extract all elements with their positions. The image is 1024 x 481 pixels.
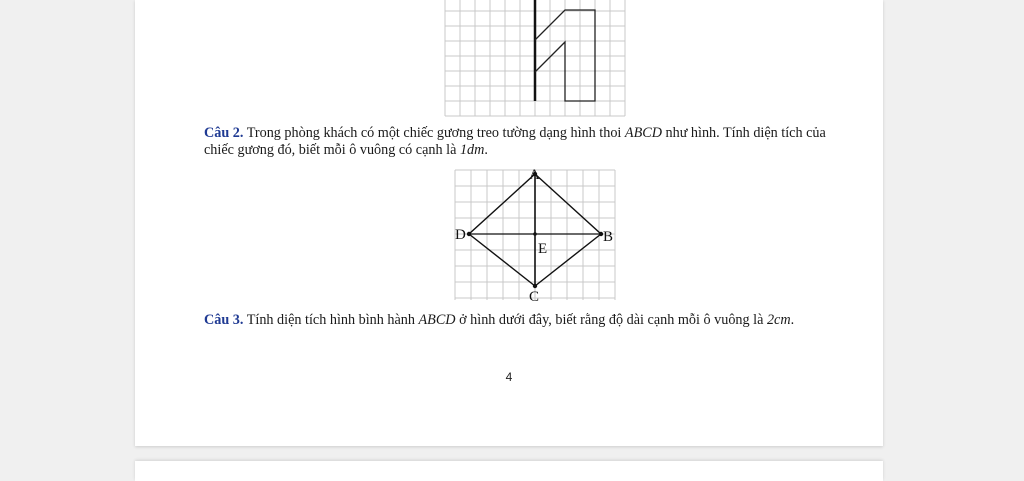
question-2-text-end: .	[484, 142, 488, 158]
vertex-d	[467, 232, 471, 236]
question-2-text-middle: như hình. Tính diện tích của chiếc gương đó, biết mỗi ô vuông có cạnh là	[204, 125, 826, 158]
rhombus-figure	[445, 162, 635, 307]
next-page	[135, 461, 883, 481]
question-2	[204, 125, 859, 159]
question-3	[204, 312, 859, 329]
vertex-c	[533, 284, 537, 288]
grid-figure-top	[445, 0, 627, 118]
question-2-unit-value: 1dm	[459, 142, 485, 158]
question-3-shape-name: ABCD	[418, 312, 456, 328]
question-2-text-before: Trong phòng khách có một chiếc gương treo tường dạng hình thoi	[243, 125, 625, 141]
question-3-text-end: .	[790, 312, 795, 328]
question-3-number: Câu 3.	[204, 312, 244, 328]
question-3-text-before: Tính diện tích hình bình hành	[243, 312, 419, 328]
question-3-text-middle: ở hình dưới đây, biết rằng độ dài cạnh mỗi ô vuông là	[455, 312, 767, 328]
question-2-shape-name: ABCD	[624, 125, 662, 141]
label-a: A	[529, 167, 540, 183]
page-number: 4	[505, 370, 513, 384]
question-3-unit-value: 2cm	[766, 312, 791, 328]
label-e: E	[538, 241, 548, 257]
label-b: B	[603, 229, 614, 245]
label-d: D	[455, 227, 466, 243]
point-e	[533, 232, 537, 236]
label-c: C	[529, 289, 540, 305]
document-page	[135, 0, 883, 446]
question-2-number: Câu 2.	[204, 125, 244, 141]
